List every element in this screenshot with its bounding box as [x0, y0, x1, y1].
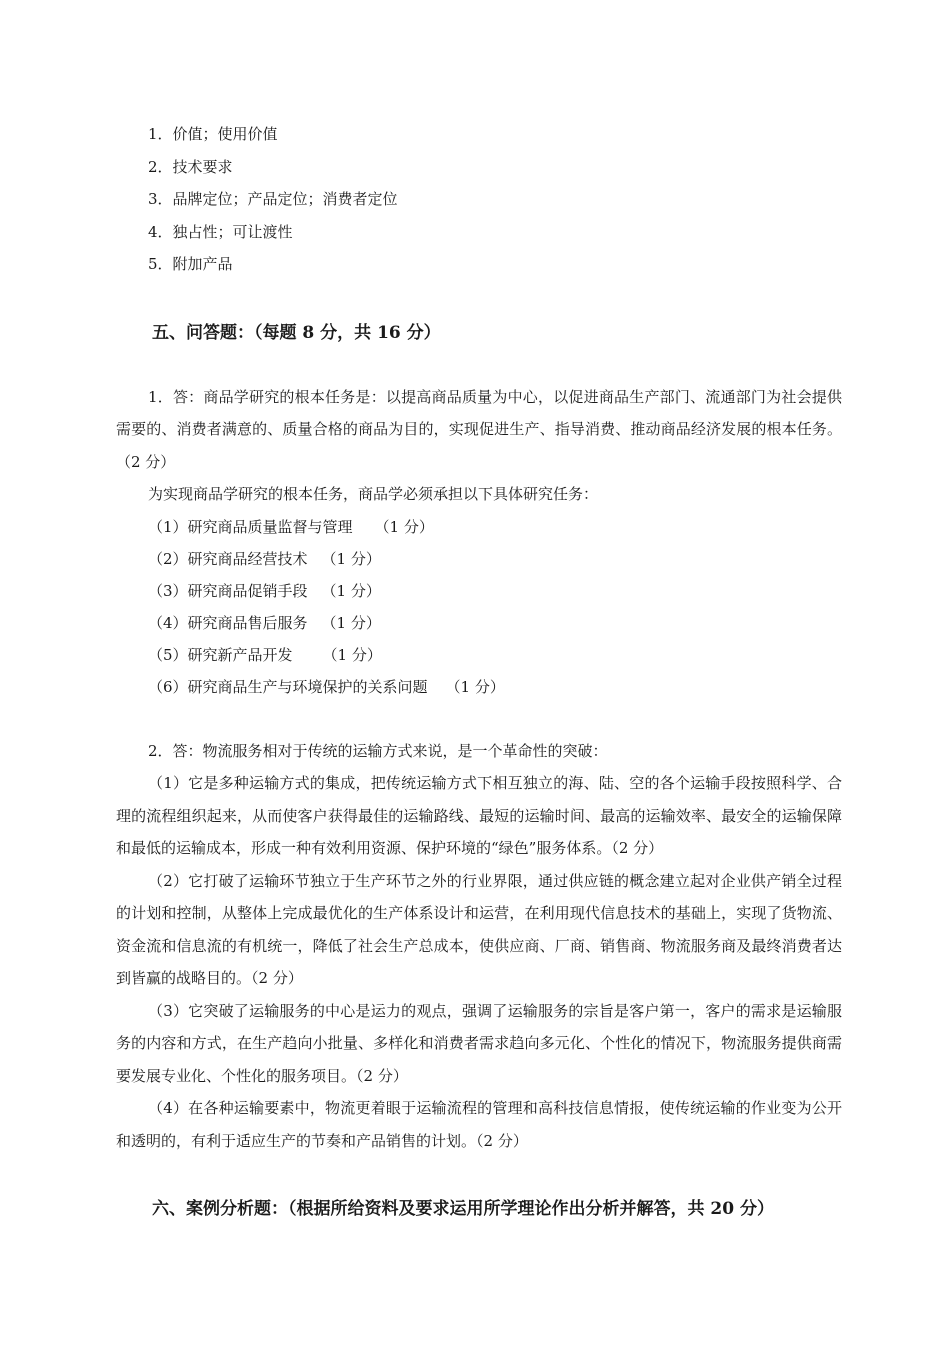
fill-answer-1: 1．价值；使用价值	[148, 125, 278, 143]
q1-task-item	[116, 671, 842, 703]
fill-answer-2: 2．技术要求	[148, 157, 233, 176]
q1-task-item	[116, 639, 842, 671]
q2-point-3: （3）它突破了运输服务的中心是运力的观点，强调了运输服务的宗旨是客户第一，客户的需求是运输服务的内容和方式，在生产趋向小批量、多样化和消费者需求趋向多元化、个性化的情况下，物流服务提供商需要发展专业化、个性化的服务项目。（2 分）	[116, 1001, 842, 1085]
q1-task-text: （4）研究商品售后服务	[148, 613, 308, 632]
section-5-heading: 五、问答题：（每题 8 分，共 16 分）	[152, 322, 441, 343]
q2-point-2: （2）它打破了运输环节独立于生产环节之外的行业界限，通过供应链的概念建立起对企业供产销全过程的计划和控制，从整体上完成最优化的生产体系设计和运营，在利用现代信息技术的基础上，实现了货物流、资金流和信息流的有机统一，降低了社会生产总成本，使供应商、厂商、销售商、物流服务商及最终消费者达到皆赢的战略目的。（2 分）	[116, 871, 842, 987]
q1-task-score: （1 分）	[374, 517, 434, 536]
q1-task-score: （1 分）	[445, 677, 505, 696]
q1-task-list	[116, 511, 842, 703]
q1-task-score: （1 分）	[321, 581, 381, 600]
section-6-heading: 六、案例分析题：（根据所给资料及要求运用所学理论作出分析并解答，共 20 分）	[152, 1199, 774, 1219]
q2-point-1: （1）它是多种运输方式的集成，把传统运输方式下相互独立的海、陆、空的各个运输手段按照科学、合理的流程组织起来，从而使客户获得最佳的运输路线、最短的运输时间、最高的运输效率、最安全的运输保障和最低的运输成本，形成一种有效利用资源、保护环境的“绿色”服务体系。（2 分）	[116, 774, 842, 857]
q1-task-text: （5）研究新产品开发	[148, 645, 293, 664]
fill-answer-4: 4．独占性；可让渡性	[148, 222, 293, 241]
q1-task-text: （6）研究商品生产与环境保护的关系问题	[148, 677, 428, 696]
q2-point-4: （4）在各种运输要素中，物流更着眼于运输流程的管理和高科技信息情报，使传统运输的作业变为公开和透明的，有利于适应生产的节奏和产品销售的计划。（2 分）	[116, 1099, 842, 1150]
q1-task-score: （1 分）	[321, 549, 381, 568]
q1-task-text: （1）研究商品质量监督与管理	[148, 517, 353, 536]
q1-answer: 1．答：商品学研究的根本任务是：以提高商品质量为中心，以促进商品生产部门、流通部门为社会提供需要的、消费者满意的、质量合格的商品为目的，实现促进生产、指导消费、推动商品经济发展的根本任务。（2 分）	[116, 387, 842, 471]
q1-task-text: （3）研究商品促销手段	[148, 581, 308, 600]
fill-answer-5: 5．附加产品	[148, 255, 233, 273]
q1-task-item	[116, 575, 842, 607]
q1-task-text: （2）研究商品经营技术	[148, 549, 308, 568]
q1-task-score: （1 分）	[321, 613, 381, 632]
q1-task-item	[116, 543, 842, 575]
q1-intro: 为实现商品学研究的根本任务，商品学必须承担以下具体研究任务：	[148, 485, 599, 503]
fill-in-answers-list	[116, 118, 842, 281]
q1-task-score: （1 分）	[322, 645, 382, 664]
q1-task-item	[116, 607, 842, 639]
fill-answer-3: 3．品牌定位；产品定位；消费者定位	[148, 190, 398, 208]
q1-task-item	[116, 511, 842, 543]
q2-intro: 2．答：物流服务相对于传统的运输方式来说，是一个革命性的突破：	[148, 741, 608, 760]
